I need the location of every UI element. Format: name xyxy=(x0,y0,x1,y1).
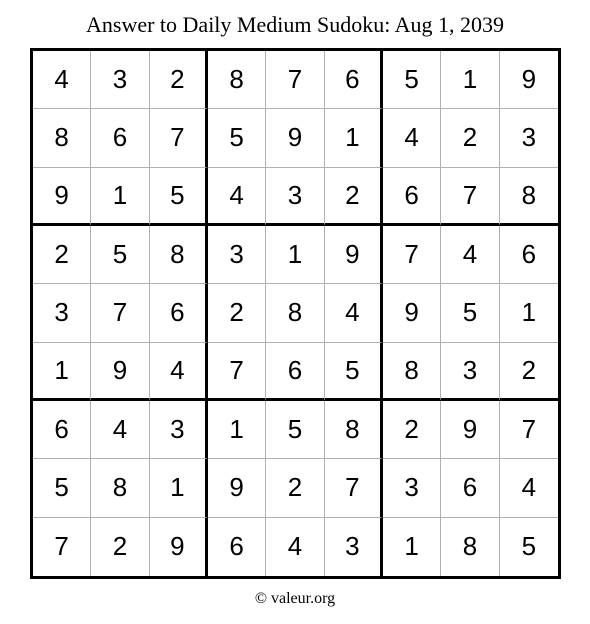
sudoku-cell-r4-c6: 9 xyxy=(325,226,383,284)
sudoku-cell-r3-c3: 5 xyxy=(150,168,208,226)
sudoku-cell-r7-c1: 6 xyxy=(33,401,91,459)
sudoku-cell-r8-c7: 3 xyxy=(383,459,441,517)
sudoku-cell-r4-c5: 1 xyxy=(266,226,324,284)
sudoku-cell-r6-c2: 9 xyxy=(91,343,149,401)
sudoku-cell-r6-c8: 3 xyxy=(441,343,499,401)
sudoku-cell-r3-c9: 8 xyxy=(500,168,558,226)
sudoku-cell-r8-c6: 7 xyxy=(325,459,383,517)
sudoku-cell-r5-c1: 3 xyxy=(33,284,91,342)
sudoku-cell-r6-c5: 6 xyxy=(266,343,324,401)
sudoku-cell-r5-c3: 6 xyxy=(150,284,208,342)
sudoku-cell-r8-c2: 8 xyxy=(91,459,149,517)
sudoku-cell-r1-c9: 9 xyxy=(500,51,558,109)
sudoku-cell-r1-c5: 7 xyxy=(266,51,324,109)
sudoku-cell-r1-c3: 2 xyxy=(150,51,208,109)
sudoku-cell-r4-c2: 5 xyxy=(91,226,149,284)
sudoku-cell-r7-c7: 2 xyxy=(383,401,441,459)
sudoku-cell-r7-c3: 3 xyxy=(150,401,208,459)
sudoku-cell-r1-c2: 3 xyxy=(91,51,149,109)
sudoku-cell-r6-c6: 5 xyxy=(325,343,383,401)
sudoku-cell-r5-c7: 9 xyxy=(383,284,441,342)
sudoku-cell-r9-c6: 3 xyxy=(325,518,383,576)
sudoku-cell-r6-c1: 1 xyxy=(33,343,91,401)
page-title: Answer to Daily Medium Sudoku: Aug 1, 2039 xyxy=(86,12,504,37)
sudoku-cell-r2-c3: 7 xyxy=(150,109,208,167)
sudoku-cell-r7-c5: 5 xyxy=(266,401,324,459)
sudoku-cell-r7-c2: 4 xyxy=(91,401,149,459)
sudoku-cell-r9-c9: 5 xyxy=(521,531,537,562)
sudoku-cell-r2-c6: 1 xyxy=(325,109,383,167)
sudoku-cell-r4-c4: 3 xyxy=(208,226,266,284)
sudoku-cell-r6-c3: 4 xyxy=(150,343,208,401)
sudoku-cell-r7-c4: 1 xyxy=(208,401,266,459)
sudoku-cell-r4-c8: 4 xyxy=(441,226,499,284)
sudoku-cell-r1-c8: 1 xyxy=(441,51,499,109)
sudoku-cell-r8-c8: 6 xyxy=(441,459,499,517)
sudoku-cell-r2-c7: 4 xyxy=(383,109,441,167)
sudoku-cell-r9-c4: 6 xyxy=(208,518,266,576)
sudoku-cell-r1-c1: 4 xyxy=(33,51,91,109)
sudoku-cell-r9-c2: 2 xyxy=(91,518,149,576)
sudoku-cell-r5-c5: 8 xyxy=(266,284,324,342)
sudoku-cell-r1-c6: 6 xyxy=(325,51,383,109)
sudoku-cell-r5-c6: 4 xyxy=(325,284,383,342)
sudoku-cell-r5-c9: 1 xyxy=(500,284,558,342)
sudoku-cell-r6-c4: 7 xyxy=(208,343,266,401)
sudoku-cell-r6-c7: 8 xyxy=(383,343,441,401)
sudoku-cell-r5-c2: 7 xyxy=(91,284,149,342)
sudoku-cell-r8-c3: 1 xyxy=(150,459,208,517)
sudoku-cell-r8-c1: 5 xyxy=(33,459,91,517)
sudoku-cell-r4-c9: 6 xyxy=(500,226,558,284)
sudoku-cell-r7-c8: 9 xyxy=(441,401,499,459)
sudoku-cell-r6-c9: 2 xyxy=(500,343,558,401)
sudoku-cell-r3-c8: 7 xyxy=(441,168,499,226)
sudoku-cell-r7-c9: 7 xyxy=(500,401,558,459)
sudoku-cell-r8-c5: 2 xyxy=(266,459,324,517)
sudoku-cell-r3-c2: 1 xyxy=(91,168,149,226)
sudoku-cell-r1-c4: 8 xyxy=(208,51,266,109)
sudoku-cell-r2-c4: 5 xyxy=(208,109,266,167)
sudoku-cell-r1-c7: 5 xyxy=(383,51,441,109)
sudoku-cell-r9-c5: 4 xyxy=(266,518,324,576)
sudoku-cell-r9-c8: 8 xyxy=(441,518,499,576)
sudoku-cell-r5-c8: 5 xyxy=(441,284,499,342)
copyright-footer: © valeur.org xyxy=(254,590,336,607)
sudoku-cell-r3-c1: 9 xyxy=(33,168,91,226)
sudoku-cell-r2-c8: 2 xyxy=(441,109,499,167)
sudoku-cell-r8-c4: 9 xyxy=(208,459,266,517)
sudoku-cell-r9-c1: 7 xyxy=(33,518,91,576)
sudoku-cell-r3-c6: 2 xyxy=(325,168,383,226)
sudoku-board xyxy=(30,48,561,579)
sudoku-cell-r3-c4: 4 xyxy=(208,168,266,226)
sudoku-cell-r9-c7: 1 xyxy=(383,518,441,576)
sudoku-cell-r2-c2: 6 xyxy=(91,109,149,167)
sudoku-cell-r3-c5: 3 xyxy=(266,168,324,226)
sudoku-cell-r3-c7: 6 xyxy=(383,168,441,226)
sudoku-cell-r5-c4: 2 xyxy=(208,284,266,342)
sudoku-cell-r4-c7: 7 xyxy=(383,226,441,284)
sudoku-cell-r2-c1: 8 xyxy=(33,109,91,167)
sudoku-cell-r4-c3: 8 xyxy=(150,226,208,284)
sudoku-cell-r8-c9: 4 xyxy=(500,459,558,517)
sudoku-cell-r9-c3: 9 xyxy=(150,518,208,576)
sudoku-cell-r2-c9: 3 xyxy=(500,109,558,167)
sudoku-cell-r4-c1: 2 xyxy=(33,226,91,284)
sudoku-cell-r7-c6: 8 xyxy=(325,401,383,459)
sudoku-cell-r2-c5: 9 xyxy=(266,109,324,167)
